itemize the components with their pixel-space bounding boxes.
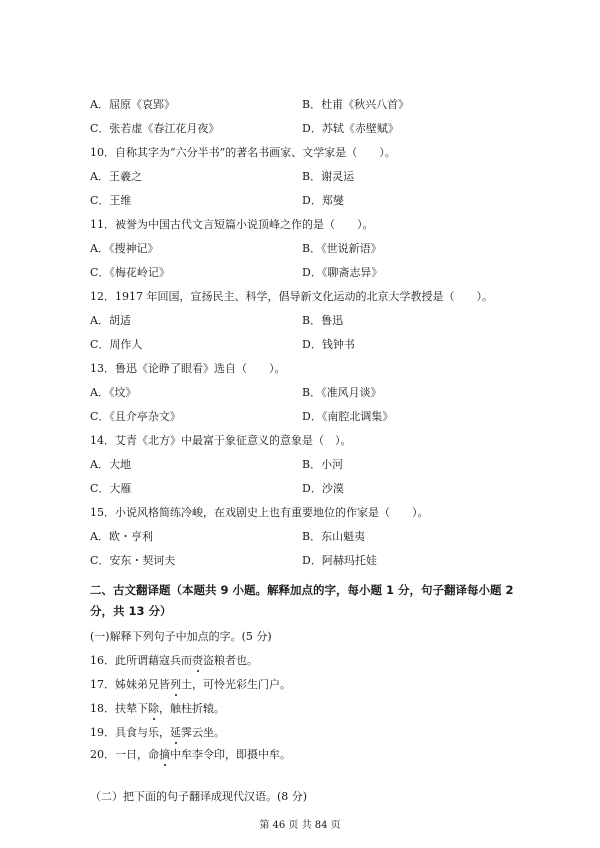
q13-option-c: C．《且介亭杂文》 <box>90 410 181 423</box>
q15-option-a: A．欧・亨利 <box>90 530 153 543</box>
q12-stem: 12．1917 年回国，宣扬民主、科学，倡导新文化运动的北京大学教授是（ ）。 <box>90 290 493 303</box>
q15-option-d: D．阿赫玛托娃 <box>302 554 377 567</box>
q15-stem: 15．小说风格简练冷峻，在戏剧史上也有重要地位的作家是（ ）。 <box>90 506 429 519</box>
q11-option-d: D．《聊斋志异》 <box>302 266 383 279</box>
q10-option-a: A．王羲之 <box>90 170 142 183</box>
q17-dotted-char: 列 <box>170 678 181 691</box>
q18-text-after: ，触柱折辕。 <box>159 702 225 715</box>
q15-option-b: B．东山魁夷 <box>302 530 366 543</box>
q17-sentence <box>90 678 291 692</box>
q18-sentence <box>90 702 225 716</box>
q14-stem: 14．艾青《北方》中最富于象征意义的意象是（ ）。 <box>90 434 352 447</box>
q14-option-b: B．小河 <box>302 458 344 471</box>
q17-text-before: 17．姊妹弟兄皆 <box>90 678 170 691</box>
q9-option-b: B．杜甫《秋兴八首》 <box>302 98 410 111</box>
section2-part1-instruction: (一)解释下列句子中加点的字。(5 分) <box>90 630 272 643</box>
q16-text-after: 盗粮者也。 <box>203 654 258 667</box>
q11-option-a: A．《搜神记》 <box>90 242 159 255</box>
q10-option-d: D．郑燮 <box>302 194 344 207</box>
q16-sentence <box>90 654 258 668</box>
page-footer: 第 46 页 共 84 页 <box>259 820 341 831</box>
q14-option-a: A．大地 <box>90 458 131 471</box>
q19-dotted-char: 延 <box>170 726 181 739</box>
q14-option-c: C．大雁 <box>90 482 132 495</box>
section2-part2-instruction: （二）把下面的句子翻译成现代汉语。(8 分) <box>90 790 308 803</box>
q18-dotted-char: 除 <box>148 702 159 715</box>
q12-option-d: D．钱钟书 <box>302 338 355 351</box>
q10-option-b: B．谢灵运 <box>302 170 355 183</box>
q11-option-b: B．《世说新语》 <box>302 242 382 255</box>
q20-sentence <box>90 748 291 762</box>
q11-stem: 11．被誉为中国古代文言短篇小说顶峰之作的是（ ）。 <box>90 218 374 231</box>
q14-option-d: D．沙漠 <box>302 482 344 495</box>
q18-text-before: 18．扶辇下 <box>90 702 148 715</box>
q15-option-c: C．安东・契诃夫 <box>90 554 176 567</box>
q13-option-b: B．《准风月谈》 <box>302 386 382 399</box>
q12-option-c: C．周作人 <box>90 338 143 351</box>
q20-text-after: 中牟李令印，即摄中牟。 <box>170 748 291 761</box>
q16-dotted-char: 赍 <box>192 654 203 667</box>
q9-option-a: A．屈原《哀郢》 <box>90 98 175 111</box>
q13-stem: 13．鲁迅《论睁了眼看》选自（ ）。 <box>90 362 286 375</box>
q10-stem: 10．自称其字为“六分半书”的著名书画家、文学家是（ ）。 <box>90 146 396 159</box>
q13-option-d: D．《南腔北调集》 <box>302 410 394 423</box>
q19-text-before: 19．具食与乐， <box>90 726 170 739</box>
q20-dotted-char: 摘 <box>159 748 170 761</box>
q9-option-d: D．苏轼《赤壁赋》 <box>302 122 399 135</box>
q13-option-a: A．《坟》 <box>90 386 137 399</box>
q12-option-a: A．胡适 <box>90 314 131 327</box>
q9-option-c: C．张若虚《春江花月夜》 <box>90 122 220 135</box>
q19-text-after: 霁云坐。 <box>181 726 225 739</box>
q10-option-c: C．王维 <box>90 194 132 207</box>
q11-option-c: C．《梅花岭记》 <box>90 266 170 279</box>
q16-text-before: 16．此所谓藉寇兵而 <box>90 654 192 667</box>
q20-text-before: 20．一日，命 <box>90 748 159 761</box>
q17-text-after: 土，可怜光彩生门户。 <box>181 678 291 691</box>
q19-sentence <box>90 726 225 740</box>
section2-heading: 二、古文翻译题（本题共 9 小题。解释加点的字，每小题 1 分，句子翻译每小题 2 分，共 13 分） <box>90 583 514 618</box>
q12-option-b: B．鲁迅 <box>302 314 344 327</box>
